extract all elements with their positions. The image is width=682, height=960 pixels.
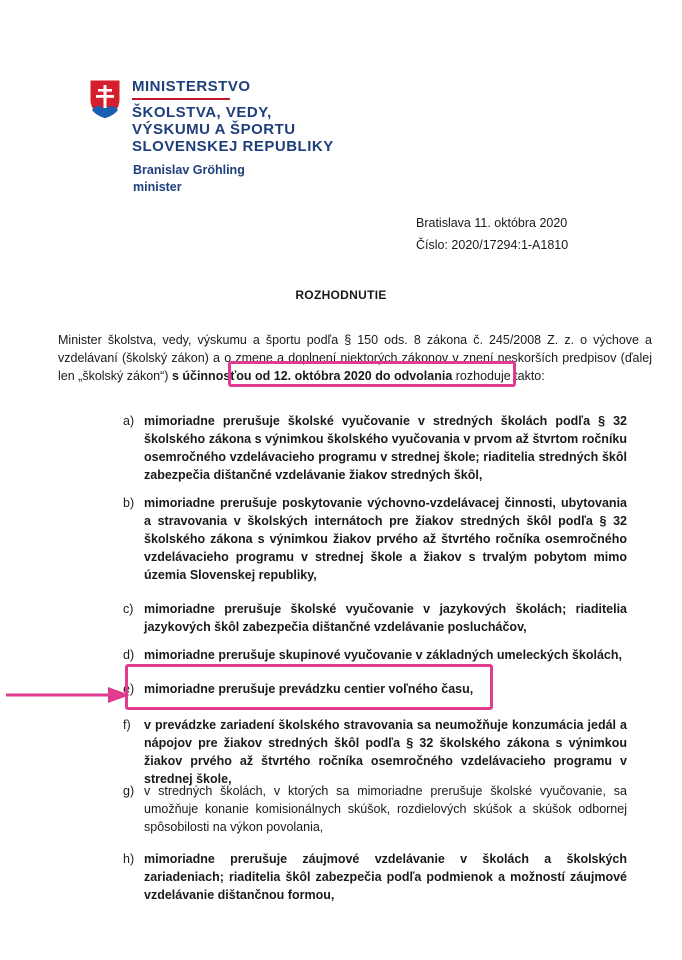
item-marker: c)	[123, 602, 134, 616]
intro-text-2: rozhoduje takto:	[452, 369, 545, 383]
ministry-name	[132, 78, 334, 155]
item-text: mimoriadne prerušuje školské vyučovanie v jazykových školách; riaditelia jazykových škôl zabezpečia dištančné vzdelávanie poslucháčov,	[144, 602, 627, 634]
item-e-highlight	[125, 664, 493, 710]
intro-text-1: Minister školstva, vedy, výskumu a športu podľa § 150 ods. 8 zákona č. 245/2008 Z. z. o výchove a vzdelávaní (školský zákon) a o zmene a doplnení niektorých zákonov v znení neskorších predpisov (ďalej len „školský zákon“)	[58, 333, 652, 383]
item-marker: d)	[123, 648, 135, 662]
item-text: mimoriadne prerušuje školské vyučovanie v stredných školách podľa § 32 školského zákona s výnimkou školského vyučovania v prvom až štvrtom ročníku osemročného vzdelávacieho programu v strednej škole; riaditelia stredných škôl zabezpečia dištančné vzdelávanie žiakov stredných škôl,	[144, 414, 627, 482]
item-marker: e)	[123, 682, 135, 696]
item-text: mimoriadne prerušuje záujmové vzdelávanie v školách a školských zariadeniach; riaditelia škôl zabezpečia podľa podmienok a možností záujmové vzdelávanie dištančnou formou,	[144, 852, 627, 902]
effective-date-highlight	[228, 361, 516, 387]
ministry-rule	[132, 98, 230, 100]
item-text: mimoriadne prerušuje skupinové vyučovanie v základných umeleckých školách,	[144, 648, 622, 662]
item-text: v stredných školách, v ktorých sa mimoriadne prerušuje školské vyučovanie, sa umožňuje konanie komisionálnych skúšok, rozdielových skúšok a skúšok odbornej spôsobilosti na výkon povolania,	[144, 784, 627, 834]
item-marker: a)	[123, 414, 135, 428]
intro-effective-date: s účinnosťou od 12. októbra 2020 do odvolania	[171, 369, 453, 383]
reference-number: Číslo: 2020/17294:1-A1810	[416, 238, 569, 252]
ministry-line-1: MINISTERSTVO	[132, 78, 251, 95]
item-text: mimoriadne prerušuje prevádzku centier voľného času,	[144, 682, 474, 696]
item-text: v prevádzke zariadení školského stravovania sa neumožňuje konzumácia jedál a nápojov pre žiakov stredných škôl podľa § 32 školského zákona s výnimkou žiakov prvého až štvrtého ročníka osemročného vzdelávacieho programu v strednej škole,	[144, 718, 627, 786]
document-title: ROZHODNUTIE	[295, 288, 387, 302]
ministry-line-3: VÝSKUMU A ŠPORTU	[132, 121, 296, 138]
item-marker: f)	[123, 718, 131, 732]
ministry-line-2: ŠKOLSTVA, VEDY,	[132, 104, 272, 121]
item-text: mimoriadne prerušuje poskytovanie výchovno-vzdelávacej činnosti, ubytovania a stravovania v školských internátoch pre žiakov stredných škôl podľa § 32 školského zákona s výnimkou žiakov prvého až štvrtého ročníka osemročného vzdelávacieho programu v strednej škole a žiakov s trvalým pobytom mimo územia Slovenskej republiky,	[144, 496, 627, 582]
item-marker: h)	[123, 852, 135, 866]
minister-name: Branislav Gröhling	[133, 163, 245, 177]
item-marker: g)	[123, 784, 135, 798]
ministry-line-4: SLOVENSKEJ REPUBLIKY	[132, 138, 334, 155]
arrow-right-icon	[4, 686, 132, 704]
item-marker: b)	[123, 496, 135, 510]
place-date: Bratislava 11. októbra 2020	[416, 216, 568, 230]
coat-of-arms-icon	[88, 78, 122, 120]
minister-role: minister	[133, 180, 182, 194]
